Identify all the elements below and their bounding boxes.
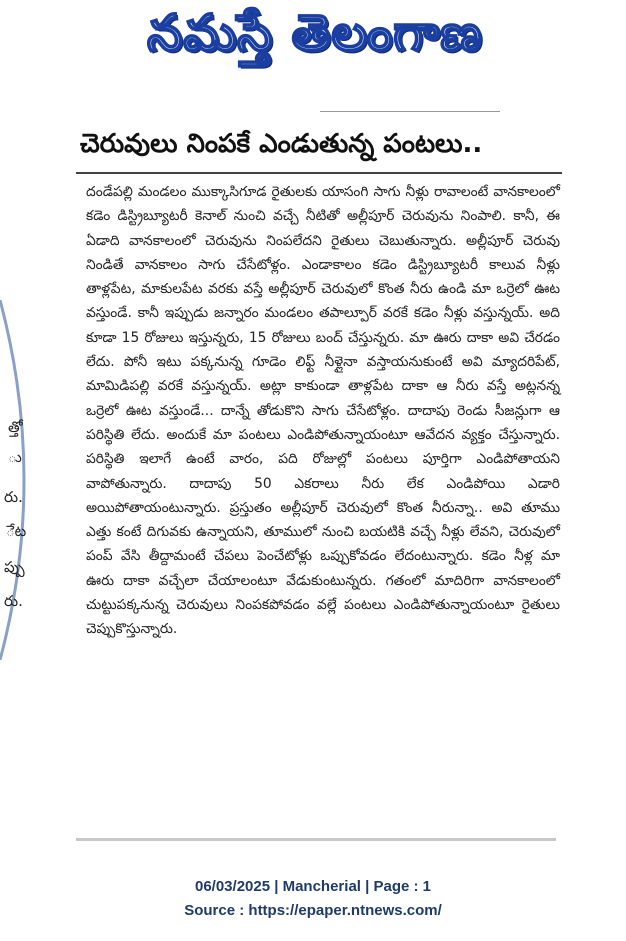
- footer-source: Source : https://epaper.ntnews.com/: [184, 902, 442, 919]
- side-fragment-text: ప్పు: [4, 558, 25, 576]
- side-fragment-text: ు: [8, 448, 22, 466]
- footer-date-page: 06/03/2025 | Mancherial | Page : 1: [194, 878, 432, 895]
- side-fragment-text: త్తో: [8, 418, 23, 436]
- masthead: [0, 0, 626, 90]
- article-headline: చెరువులు నింపకే ఎండుతున్న పంటలు..: [80, 129, 483, 159]
- adjacent-article-fragment: [0, 300, 50, 660]
- side-fragment-text: రు.: [4, 488, 23, 506]
- masthead-logo: నమస్తే తెలంగాణ: [147, 3, 483, 62]
- side-fragment-text: రు.: [4, 592, 23, 610]
- article-body: దండేపల్లి మండలం ముక్కాసిగూడ రైతులకు యాసంగి సాగు నీళ్లు రావాలంటే వానకాలంలో కడెం డిస్ట్రిబ్యూటరీ కెనాల్ నుంచి వచ్చే నీటితో అల్లీపూర్ చెరువును నింపాలి. కానీ, ఈ ఏడాది వానకాలంలో చెరువును నింపలేదని రైతులు చెబుతున్నారు. అల్లీపూర్ చెరువు నిండితే వానకాలం సాగు చేసేటోళ్లం. ఎండాకాలం కడెం డిస్ట్రిబ్యూటరీ కాలువ నీళ్లు తాళ్లపేట, మాకులపేట వరకు వస్తే అల్లీపూర్ చెరువులో కొంత నీరు ఉండి మా ఒర్రెలో ఊట వస్తుండే. కానీ ఇప్పుడు జన్నారం మండలం తపాల్పూర్ వరకే కడెం నీళ్లు వస్తున్నయ్. అది కూడా 15 రోజులు ఇస్తున్నరు, 15 రోజులు బంద్ చేస్తున్నరు. మా ఊరు దాకా అవి చేరడం లేదు. పోనీ ఇటు పక్కనున్న గూడెం లిఫ్ట్ నీళ్లైనా వస్తాయనుకుంటే అవి మ్యాదరిపేట్, మామిడిపల్లి వరకే వస్తున్నయ్. అట్లా కాకుండా తాళ్లపేట దాకా ఆ నీరు వస్తే అట్లనన్న ఒర్రెలో ఊట వస్తుండే... దాన్నే తోడుకొని సాగు చేసేటోళ్లం. దాదాపు రెండు సీజన్లుగా ఆ పరిస్థితి లేదు. అందుకే మా పంటలు ఎండిపోతున్నాయంటూ ఆవేదన వ్యక్తం చేస్తున్నారు. పరిస్థితి ఇలాగే ఉంటే వారం, పది రోజుల్లో పంటలు పూర్తిగా ఎండిపోతాయని వాపోతున్నారు. దాదాపు 50 ఎకరాలు నీరు లేక ఎండిపోయి ఎడారి అయిపోతాయంటున్నారు. ప్రస్తుతం అల్లీపూర్ చెరువులో కొంత నీరున్నా.. అవి తూము ఎత్తు కంటే దిగువకు ఉన్నాయని, తూములో నుంచి బయటికి వచ్చే నీళ్లు లేవని, చెరువులో పంప్ వేసి తీద్దామంటే చేపలు పెంచేటోళ్లు ఒప్పుకోవడం లేదంటున్నారు. కడెం నీళ్ల మా ఊరు దాకా వచ్చేలా చేయాలంటూ వేడుకుంటున్నరు. గతంలో మాదిరిగా వానకాలంలో చుట్టుపక్కనున్న చెరువులు నింపకపోవడం వల్లే పంటలు ఎండిపోతున్నాయంటూ రైతులు చెప్పుకొస్తున్నారు.: [86, 184, 560, 638]
- header-divider: [320, 111, 500, 112]
- article-bottom-divider: [76, 838, 556, 841]
- side-fragment-text: ేట: [6, 522, 27, 540]
- headline-underline: [76, 172, 562, 174]
